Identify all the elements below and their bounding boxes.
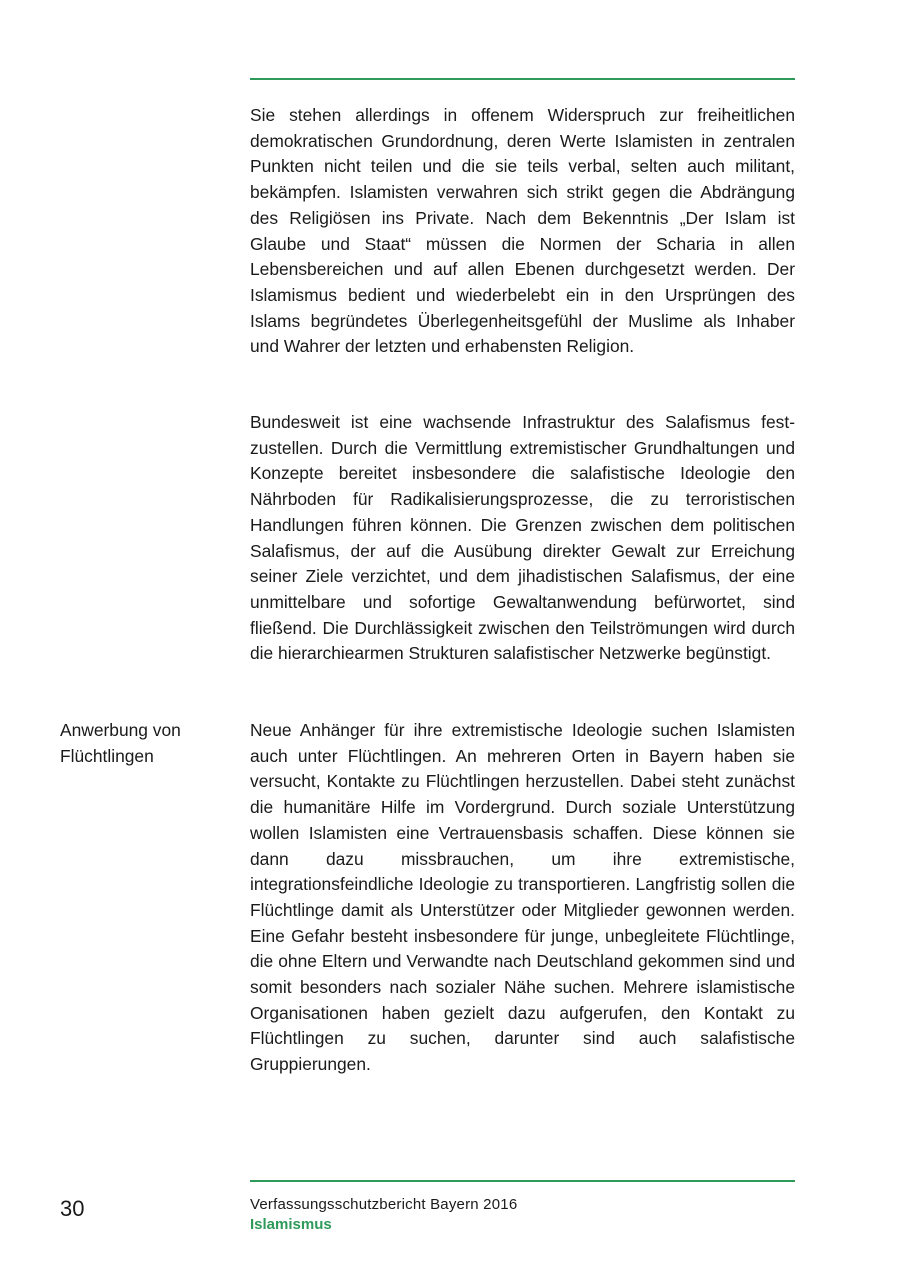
footer-section-title: Islamismus [250,1216,332,1233]
paragraph-1: Sie stehen allerdings in offenem Widerspruch zur freiheitlichen demokratischen Grundordnung, deren Werte Islamisten in zentralen Punkten nicht teilen und die sie teils verbal, selten auch militant, bekämpfen. Islamisten verwahren sich strikt gegen die Abdrängung des Religiösen ins Private. Nach dem Bekenntnis „Der Islam ist Glaube und Staat“ müssen die Normen der Scharia in allen Lebensbereichen und auf allen Ebenen durchgesetzt werden. Der Islamismus bedient und wiederbelebt ein in den Ursprüngen des Islams begründetes Überlegenheitsgefühl der Muslime als Inhaber und Wahrer der letzten und erhabensten Religion. [250,105,795,357]
top-divider [250,78,795,80]
paragraph-2: Bundesweit ist eine wachsende Infrastruktur des Salafismus festzustellen. Durch die Vermittlung extremistischer Grundhaltungen und Konzepte bereitet insbesondere die salafistische Ideologie den Nährboden für Radikalisierungsprozesse, die zu terroristischen Handlungen führen können. Die Grenzen zwischen dem politischen Salafismus, der auf die Ausübung direkter Gewalt zur Erreichung seiner Ziele verzichtet, und dem jihadistischen Salafismus, der eine unmittelbare und sofortige Gewaltanwendung befürwortet, sind fließend. Die Durchlässigkeit zwischen den Teilströmungen wird durch die hierarchiearmen Strukturen salafistischer Netzwerke begünstigt. [250,412,795,664]
margin-heading: Anwerbung von Flüchtlingen [60,720,181,766]
footer-divider [250,1180,795,1182]
paragraph-3: Neue Anhänger für ihre extremistische Ideologie suchen Islamisten auch unter Flüchtlingen. An mehreren Orten in Bayern haben sie versucht, Kontakte zu Flüchtlingen herzustellen. Dabei steht zunächst die humanitäre Hilfe im Vordergrund. Durch soziale Unterstützung wollen Islamisten eine Vertrauensbasis schaffen. Diese können sie dann dazu missbrauchen, um ihre extremistische, integrationsfeindliche Ideologie zu transportieren. Langfristig sollen die Flüchtlinge damit als Unterstützer oder Mitglieder gewonnen werden. Eine Gefahr besteht insbesondere für junge, unbegleitete Flüchtlinge, die ohne Eltern und Verwandte nach Deutschland gekommen sind und somit besonders nach sozialer Nähe suchen. Mehrere islamistische Organisationen haben gezielt dazu aufgerufen, den Kontakt zu Flüchtlingen zu suchen, darunter sind auch salafistische Gruppierungen. [250,720,795,1075]
footer-report-title: Verfassungsschutzbericht Bayern 2016 [250,1196,518,1213]
page-number: 30 [60,1196,85,1221]
footer [250,1195,795,1235]
